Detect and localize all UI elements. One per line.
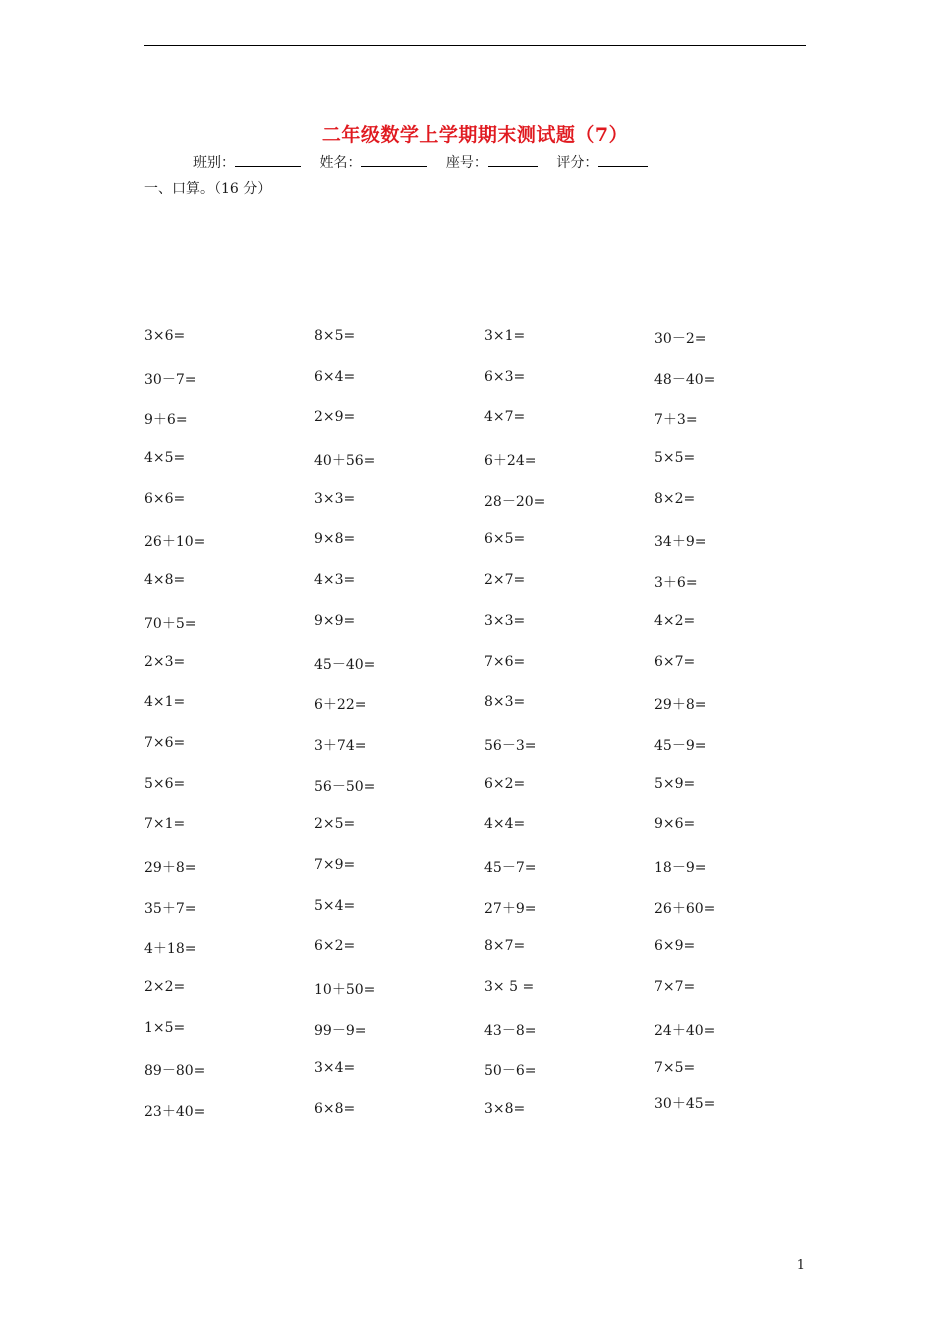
arithmetic-problem: 24＋40=	[654, 1022, 716, 1039]
arithmetic-problem: 50－6=	[484, 1063, 537, 1080]
arithmetic-problem: 2×5=	[314, 816, 356, 833]
arithmetic-problem: 40＋56=	[314, 453, 376, 470]
arithmetic-problem: 6×3=	[484, 368, 526, 385]
arithmetic-problem: 4×2=	[654, 612, 696, 629]
score-label: 评分：	[556, 155, 599, 171]
problem-row	[144, 979, 824, 1020]
problem-row	[144, 1060, 824, 1101]
arithmetic-problem: 3× 5 =	[484, 979, 535, 995]
student-info-line	[193, 152, 662, 172]
arithmetic-problem: 7×1=	[144, 816, 186, 833]
class-blank[interactable]	[235, 154, 301, 167]
arithmetic-problem: 2×9=	[314, 409, 356, 426]
arithmetic-problem: 6＋22=	[314, 697, 367, 714]
class-field	[193, 152, 301, 172]
arithmetic-problem: 3×1=	[484, 328, 526, 344]
arithmetic-problem: 3×4=	[314, 1060, 356, 1077]
header-rule	[144, 45, 806, 46]
arithmetic-problem: 2×7=	[484, 572, 526, 589]
problem-row	[144, 654, 824, 695]
arithmetic-problem: 56－3=	[484, 737, 537, 754]
arithmetic-problem: 9＋6=	[144, 412, 188, 429]
problem-row	[144, 776, 824, 817]
problem-row	[144, 531, 824, 572]
arithmetic-problem: 2×3=	[144, 653, 186, 670]
arithmetic-problem: 4×4=	[484, 816, 526, 833]
arithmetic-problem: 7＋3=	[654, 412, 698, 429]
problem-row	[144, 491, 824, 532]
arithmetic-problem: 6×9=	[654, 938, 696, 955]
problem-row	[144, 938, 824, 979]
arithmetic-problem: 99－9=	[314, 1022, 367, 1039]
name-field	[319, 152, 427, 172]
arithmetic-problem: 6×8=	[314, 1101, 356, 1118]
arithmetic-problem: 70＋5=	[144, 615, 197, 632]
seat-blank[interactable]	[488, 154, 538, 167]
arithmetic-problem: 27＋9=	[484, 900, 537, 917]
arithmetic-problem: 8×3=	[484, 694, 526, 711]
arithmetic-problem: 6＋24=	[484, 453, 537, 470]
problem-row	[144, 857, 824, 898]
arithmetic-problem: 6×2=	[484, 775, 526, 792]
arithmetic-problem: 29＋8=	[144, 859, 197, 876]
problem-row	[144, 735, 824, 776]
arithmetic-problem: 30－2=	[654, 331, 707, 347]
arithmetic-problem: 5×4=	[314, 897, 356, 914]
arithmetic-problem: 45－40=	[314, 656, 376, 673]
arithmetic-problem: 9×6=	[654, 816, 696, 833]
arithmetic-problem: 43－8=	[484, 1022, 537, 1039]
arithmetic-problem: 45－7=	[484, 859, 537, 876]
arithmetic-problem: 7×7=	[654, 979, 696, 995]
arithmetic-problem: 5×5=	[654, 450, 696, 467]
arithmetic-problem: 30－7=	[144, 371, 197, 388]
arithmetic-problem: 29＋8=	[654, 697, 707, 714]
arithmetic-problem: 23＋40=	[144, 1104, 206, 1121]
arithmetic-problem: 56－50=	[314, 778, 376, 795]
arithmetic-problem: 89－80=	[144, 1063, 206, 1080]
section-title: 一、口算。（16 分）	[144, 181, 272, 197]
arithmetic-problem: 6×4=	[314, 368, 356, 385]
arithmetic-problem: 34＋9=	[654, 534, 707, 551]
arithmetic-problem: 3＋74=	[314, 737, 367, 754]
problem-row	[144, 1096, 824, 1142]
problem-row	[144, 409, 824, 450]
seat-label: 座号：	[445, 155, 488, 171]
problem-row	[144, 328, 824, 369]
arithmetic-problem: 3×3=	[314, 490, 356, 507]
arithmetic-problem: 4×1=	[144, 694, 186, 711]
problem-row	[144, 572, 824, 613]
arithmetic-problem: 6×6=	[144, 490, 186, 507]
arithmetic-problem: 7×5=	[654, 1060, 696, 1077]
problem-row	[144, 369, 824, 410]
problem-row	[144, 898, 824, 939]
arithmetic-problem: 28－20=	[484, 493, 546, 510]
problem-row	[144, 613, 824, 654]
problem-row	[144, 1020, 824, 1061]
arithmetic-problem: 4＋18=	[144, 941, 197, 958]
arithmetic-problem: 8×5=	[314, 328, 356, 344]
score-blank[interactable]	[598, 154, 648, 167]
problem-row	[144, 694, 824, 735]
arithmetic-problem: 18－9=	[654, 859, 707, 876]
problem-row	[144, 450, 824, 491]
name-label: 姓名：	[319, 155, 362, 171]
page-number: 1	[796, 1258, 805, 1273]
arithmetic-problem: 4×8=	[144, 572, 186, 589]
problem-row	[144, 816, 824, 857]
class-label: 班别：	[193, 155, 235, 171]
arithmetic-problem: 9×8=	[314, 531, 356, 548]
arithmetic-problem: 6×7=	[654, 653, 696, 670]
arithmetic-problem: 2×2=	[144, 979, 186, 995]
page-title: 二年级数学上学期期末测试题（7）	[321, 124, 629, 146]
arithmetic-problem: 5×9=	[654, 775, 696, 792]
arithmetic-problem: 3＋6=	[654, 575, 698, 592]
arithmetic-problem: 6×2=	[314, 938, 356, 955]
arithmetic-problem: 4×5=	[144, 450, 186, 467]
score-field	[556, 152, 648, 172]
arithmetic-problem: 8×2=	[654, 490, 696, 507]
arithmetic-problem: 3×3=	[484, 612, 526, 629]
arithmetic-problem: 26＋60=	[654, 900, 716, 917]
arithmetic-problem: 9×9=	[314, 612, 356, 629]
seat-field	[446, 152, 538, 172]
arithmetic-problem: 30＋45=	[654, 1096, 716, 1113]
arithmetic-problem: 7×6=	[144, 734, 186, 751]
arithmetic-problem: 45－9=	[654, 737, 707, 754]
problem-grid	[144, 328, 824, 1142]
arithmetic-problem: 26＋10=	[144, 534, 206, 551]
arithmetic-problem: 3×6=	[144, 328, 186, 344]
arithmetic-problem: 10＋50=	[314, 982, 376, 998]
arithmetic-problem: 4×3=	[314, 572, 356, 589]
arithmetic-problem: 6×5=	[484, 531, 526, 548]
arithmetic-problem: 3×8=	[484, 1101, 526, 1118]
arithmetic-problem: 7×6=	[484, 653, 526, 670]
arithmetic-problem: 7×9=	[314, 856, 356, 873]
name-blank[interactable]	[361, 154, 427, 167]
arithmetic-problem: 5×6=	[144, 775, 186, 792]
arithmetic-problem: 1×5=	[144, 1019, 186, 1036]
arithmetic-problem: 4×7=	[484, 409, 526, 426]
arithmetic-problem: 48－40=	[654, 371, 716, 388]
arithmetic-problem: 35＋7=	[144, 900, 197, 917]
arithmetic-problem: 8×7=	[484, 938, 526, 955]
